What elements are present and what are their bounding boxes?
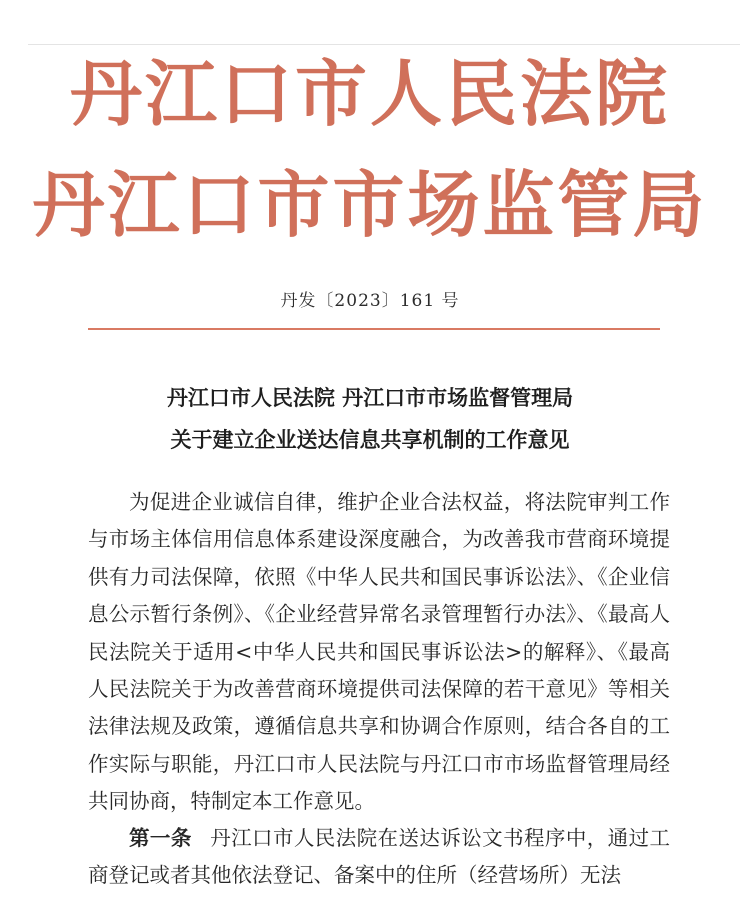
issuer-header-court: 丹江口市人民法院: [69, 51, 670, 136]
document-title-line-1: 丹江口市人民法院 丹江口市市场监督管理局: [166, 385, 574, 410]
document-title-line-2: 关于建立企业送达信息共享机制的工作意见: [170, 427, 570, 452]
red-divider-line: [88, 328, 660, 330]
preamble-paragraph: 为促进企业诚信自律，维护企业合法权益，将法院审判工作与市场主体信用信息体系建设深度融合，为改善我市营商环境提供有力司法保障，依照《中华人民共和国民事诉讼法》、《企业信息公示暂行条例》、《企业经营异常名录管理暂行办法》、《最高人民法院关于适用<中华人民共和国民事诉讼法>的解释》、《最高人民法院关于为改善营商环境提供司法保障的若干意见》等相关法律法规及政策，遵循信息共享和协调合作原则，结合各自的工作实际与职能，丹江口市人民法院与丹江口市市场监督管理局经共同协商，特制定本工作意见。: [88, 490, 670, 814]
document-number: 丹发〔2023〕161 号: [280, 291, 460, 311]
article-one-label: 第一条: [129, 826, 192, 850]
article-one-paragraph: [88, 820, 670, 895]
article-one-text: 丹江口市人民法院在送达诉讼文书程序中，通过工商登记或者其他依法登记、备案中的住所（经营场所）无法: [88, 826, 671, 888]
issuer-header-market-bureau: 丹江口市市场监管局: [32, 162, 708, 247]
page-top-edge: [28, 44, 740, 45]
